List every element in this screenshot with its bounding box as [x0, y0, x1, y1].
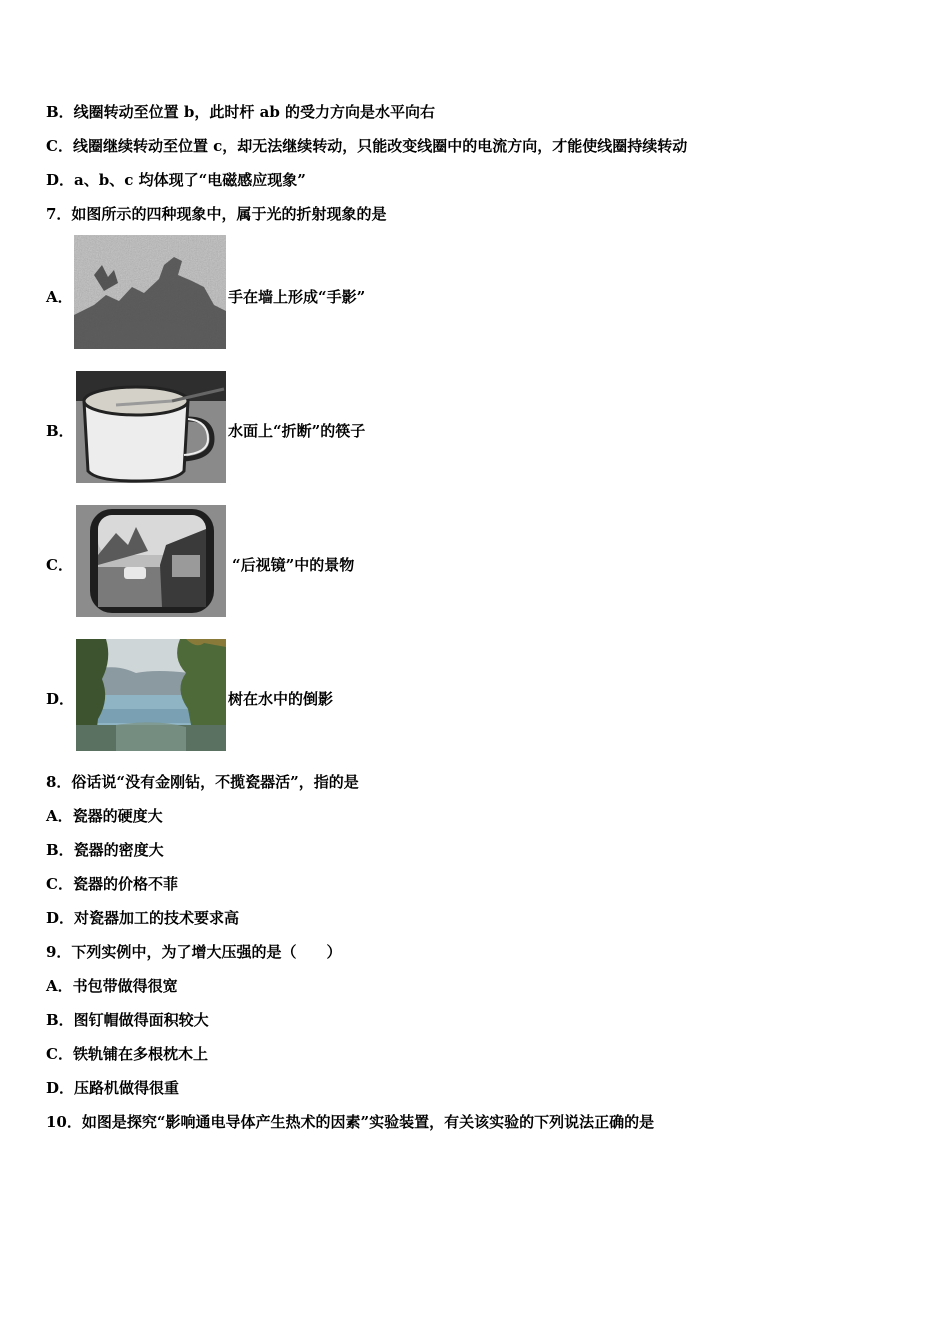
q9-option-b: B．图钉帽做得面积较大 — [46, 1011, 209, 1029]
q9-option-d: D．压路机做得很重 — [46, 1079, 180, 1097]
q8-option-c: C．瓷器的价格不菲 — [46, 875, 178, 893]
q8-option-a: A．瓷器的硬度大 — [46, 807, 163, 825]
q10-stem: 10．如图是探究“影响通电导体产生热术的因素”实验装置，有关该实验的下列说法正确的是 — [46, 1113, 655, 1131]
q9-stem: 9．下列实例中，为了增大压强的是（ ） — [46, 943, 342, 961]
q7-option-c-caption: “后视镜”中的景物 — [232, 556, 355, 574]
q7-option-d-caption: 树在水中的倒影 — [228, 690, 334, 708]
rearview-mirror-image — [76, 505, 226, 617]
q7-option-b-letter: B． — [46, 422, 74, 440]
hand-shadow-image — [74, 235, 226, 349]
tree-reflection-image — [76, 639, 226, 751]
q7-option-b-caption: 水面上“折断”的筷子 — [228, 422, 366, 440]
q8-stem: 8．俗话说“没有金刚钻，不揽瓷器活”，指的是 — [46, 773, 359, 791]
q6-option-d: D．a、b、c 均体现了“电磁感应现象” — [46, 171, 306, 189]
q6-option-b: B．线圈转动至位置 b，此时杆 ab 的受力方向是水平向右 — [46, 103, 436, 121]
bent-chopsticks-image — [76, 371, 226, 483]
q7-stem: 7．如图所示的四种现象中，属于光的折射现象的是 — [46, 205, 387, 223]
q7-option-a-caption: 手在墙上形成“手影” — [228, 288, 366, 306]
q8-option-d: D．对瓷器加工的技术要求高 — [46, 909, 240, 927]
q9-option-c: C．铁轨铺在多根枕木上 — [46, 1045, 208, 1063]
q7-option-a-letter: A． — [46, 288, 73, 306]
q8-option-b: B．瓷器的密度大 — [46, 841, 164, 859]
q9-option-a: A．书包带做得很宽 — [46, 977, 178, 995]
q6-option-c: C．线圈继续转动至位置 c，却无法继续转动，只能改变线圈中的电流方向，才能使线圈持续转动 — [46, 137, 688, 155]
q7-option-d-letter: D． — [46, 690, 75, 708]
q7-option-c-letter: C． — [46, 556, 73, 574]
